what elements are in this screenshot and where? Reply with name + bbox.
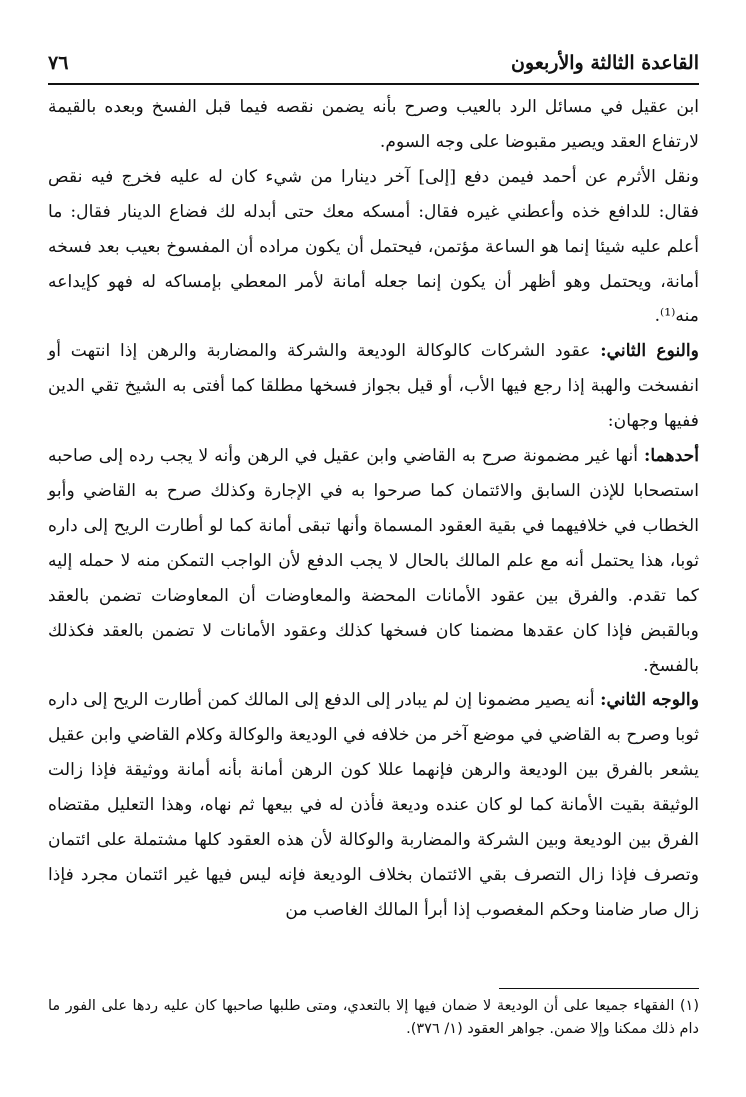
header-rule [48, 83, 699, 85]
paragraph-5-text: أنه يصير مضمونا إن لم يبادر إلى الدفع إلى المالك كمن أطارت الريح إلى داره ثوبا وصرح به القاضي في موضع آخر من خلافه في الوديعة والوكالة وكلام القاضي وابن عقيل يشعر بالفرق بين الوديعة والرهن فإنهما عللا كون الرهن أمانة بأنه أمانة ووثيقة فإذا زالت الوثيقة بقيت الأمانة كما لو كان عنده وديعة فأذن له في بيعها ثم نهاه، وهذا التعليل مقتضاه الفرق بين الوديعة وبين الشركة والمضاربة والوكالة لأن هذه العقود كلها مشتملة على ائتمان وتصرف فإذا زال التصرف بقي الائتمان بخلاف الوديعة فإنه ليس فيها غير ائتمان مجرد فإذا زال صار ضامنا وحكم المغصوب إذا أبرأ المالك الغاصب من [48, 690, 699, 920]
paragraph-2: ونقل الأثرم عن أحمد فيمن دفع [إلى] آخر دينارا من شيء كان له عليه فخرج فيه نقص فقال: للدافع خذه وأعطني غيره فقال: أمسكه معك حتى أبدله لك فضاع الدينار فقال: ما أعلم عليه شيئا إنما هو الساعة مؤتمن، فيحتمل أن يكون مراده أن المفسوخ بعيب بعد فسخه أمانة، ويحتمل وهو أظهر أن يكون إنما جعله أمانة لأمر المعطي بإمساكه له فهو كإيداعه منه⁽¹⁾. [48, 166, 699, 327]
running-header [48, 44, 699, 82]
footnote-rule [499, 988, 699, 989]
page-number: ٧٦ [48, 52, 69, 74]
paragraph-4-lead: أحدهما: [643, 446, 699, 467]
paragraph-3-text: عقود الشركات كالوكالة الوديعة والشركة والمضاربة والرهن إذا انتهت أو انفسخت والهبة إذا رجع فيها الأب، أو قيل بجواز فسخها مطلقا كما أفتى به الشيخ تقي الدين ففيها وجهان: [48, 341, 699, 432]
paragraph-5 [48, 683, 699, 927]
paragraph-3-lead: والنوع الثاني: [600, 341, 699, 362]
paragraph-4-text: أنها غير مضمونة صرح به القاضي وابن عقيل في الرهن وأنه لا يجب رده إلى صاحبه استصحابا للإذن السابق والائتمان كما صرحوا به في الإجارة وكذلك صرح به القاضي وأبو الخطاب في خلافيهما في بقية العقود المسماة وأنها تبقى أمانة كما لو أطارت الريح إلى داره ثوبا، هذا يحتمل أنه مع علم المالك بالحال لا يجب الدفع لأن الواجب التمكن منه لا حمله إليه كما تقدم. والفرق بين عقود الأمانات المحضة والمعاوضات أن المعاوضات تضمن بالعقد وبالقبض فإذا كان عقدها مضمنا كان فسخها كذلك وعقود الأمانات لا تضمن بالعقد فكذلك بالفسخ. [48, 446, 699, 676]
paragraph-3 [48, 334, 699, 439]
footnote: (١) الفقهاء جميعا على أن الوديعة لا ضمان فيها إلا بالتعدي، ومتى طلبها صاحبها كان عليه ردها على الفور ما دام ذلك ممكنا وإلا ضمن. جواهر العقود (١/ ٣٧٦). [48, 998, 699, 1037]
paragraph-4 [48, 439, 699, 683]
chapter-title: القاعدة الثالثة والأربعون [511, 52, 699, 74]
paragraph-1: ابن عقيل في مسائل الرد بالعيب وصرح بأنه يضمن نقصه فيما قبل الفسخ وبعده بالقيمة لارتفاع العقد ويصير مقبوضا على وجه السوم. [48, 97, 699, 152]
main-text [48, 90, 699, 928]
paragraph-5-lead: والوجه الثاني: [600, 690, 699, 711]
